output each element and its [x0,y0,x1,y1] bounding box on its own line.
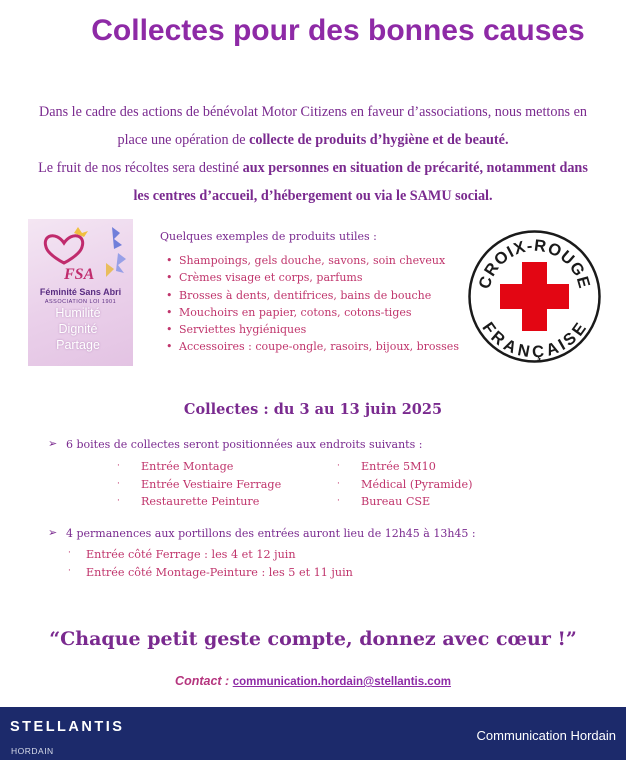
intro-part-1-bold: collecte de produits d’hygiène et de beauté. [249,132,509,148]
fsa-assoc: ASSOCIATION LOI 1901 [44,299,117,305]
list-item: Bureau CSE [361,495,431,508]
contact-label: Contact : [175,674,230,688]
boxes-intro-text: 6 boites de collectes seront positionnées aux endroits suivants : [66,438,423,451]
examples-title: Quelques exemples de produits utiles : [160,230,377,243]
list-item: • Crèmes visage et corps, parfums [166,269,459,286]
contact-email-link[interactable]: communication.hordain@stellantis.com [232,676,451,688]
fsa-butterfly-icon [34,223,126,283]
fsa-motto-1: Humilité [55,306,101,320]
list-item: Restaurette Peinture [141,495,260,508]
permanence-1: · Entrée côté Ferrage : les 4 et 12 juin [68,548,296,561]
collectes-title: Collectes : du 3 au 13 juin 2025 [183,401,443,418]
arrow-bullet-icon: ➢ [48,526,58,539]
boxes-intro [48,437,423,451]
arrow-bullet-icon: ➢ [48,437,58,450]
perm-intro-text: 4 permanences aux portillons des entrées auront lieu de 12h45 à 13h45 : [66,527,476,540]
quote-text: “Chaque petit geste compte, donnez avec cœur !” [49,628,577,650]
list-item: Entrée Vestiaire Ferrage [141,477,282,491]
list-item: Entrée côté Montage-Peinture : les 5 et 11 juin [86,566,353,579]
list-item: • Brosses à dents, dentifrices, bains de bouche [166,287,459,304]
fsa-motto-2: Dignité [58,322,98,336]
fsa-initials: FSA [64,266,95,283]
fsa-motto [28,305,128,353]
footer-bar [0,707,626,760]
fsa-name: Féminité Sans Abri [39,287,122,297]
fsa-motto-3: Partage [56,338,100,352]
list-item: • Accessoires : coupe-ongle, rasoirs, bijoux, brosses [166,338,459,355]
locations-left: · Entrée Montage · Entrée Vestiaire Ferrage · Restaurette Peinture [117,460,282,508]
footer-site: HORDAIN [11,746,54,756]
perm-intro [48,526,476,540]
intro-part-2-bold: aux personnes en situation de précarité, notamment dans les centres d’accueil, d’hébergement ou via le SAMU social. [133,160,588,204]
fsa-logo [28,219,133,366]
examples-list [166,252,459,356]
contact-line [0,674,626,688]
list-item: • Mouchoirs en papier, cotons, cotons-tiges [166,304,459,321]
intro-part-2: Le fruit de nos récoltes sera destiné [38,160,243,176]
intro-part-1: Dans le cadre des actions de bénévolat Motor Citizens en faveur d’associations, nous mettons en place une opération de [38,104,588,148]
list-item: Médical (Pyramide) [361,477,473,491]
footer-department: Communication Hordain [476,728,616,743]
intro-text [30,98,596,210]
permanence-2: · Entrée côté Montage-Peinture : les 5 et 11 juin [68,566,353,579]
list-item: Entrée Montage [141,460,234,473]
croix-rouge-top-text: CROIX-ROUGE [475,236,594,291]
croix-rouge-bottom-text: FRANÇAISE [478,318,591,362]
croix-rouge-logo [467,229,602,364]
page-title: Collectes pour des bonnes causes [91,14,585,47]
list-item: Entrée 5M10 [361,460,436,473]
locations-right: · Entrée 5M10 · Médical (Pyramide) · Bureau CSE [337,460,473,508]
list-item: • Serviettes hygiéniques [166,321,459,338]
stellantis-logo: STELLANTIS [10,719,125,735]
list-item: • Shampoings, gels douche, savons, soin cheveux [166,252,459,269]
list-item: Entrée côté Ferrage : les 4 et 12 juin [86,548,296,561]
